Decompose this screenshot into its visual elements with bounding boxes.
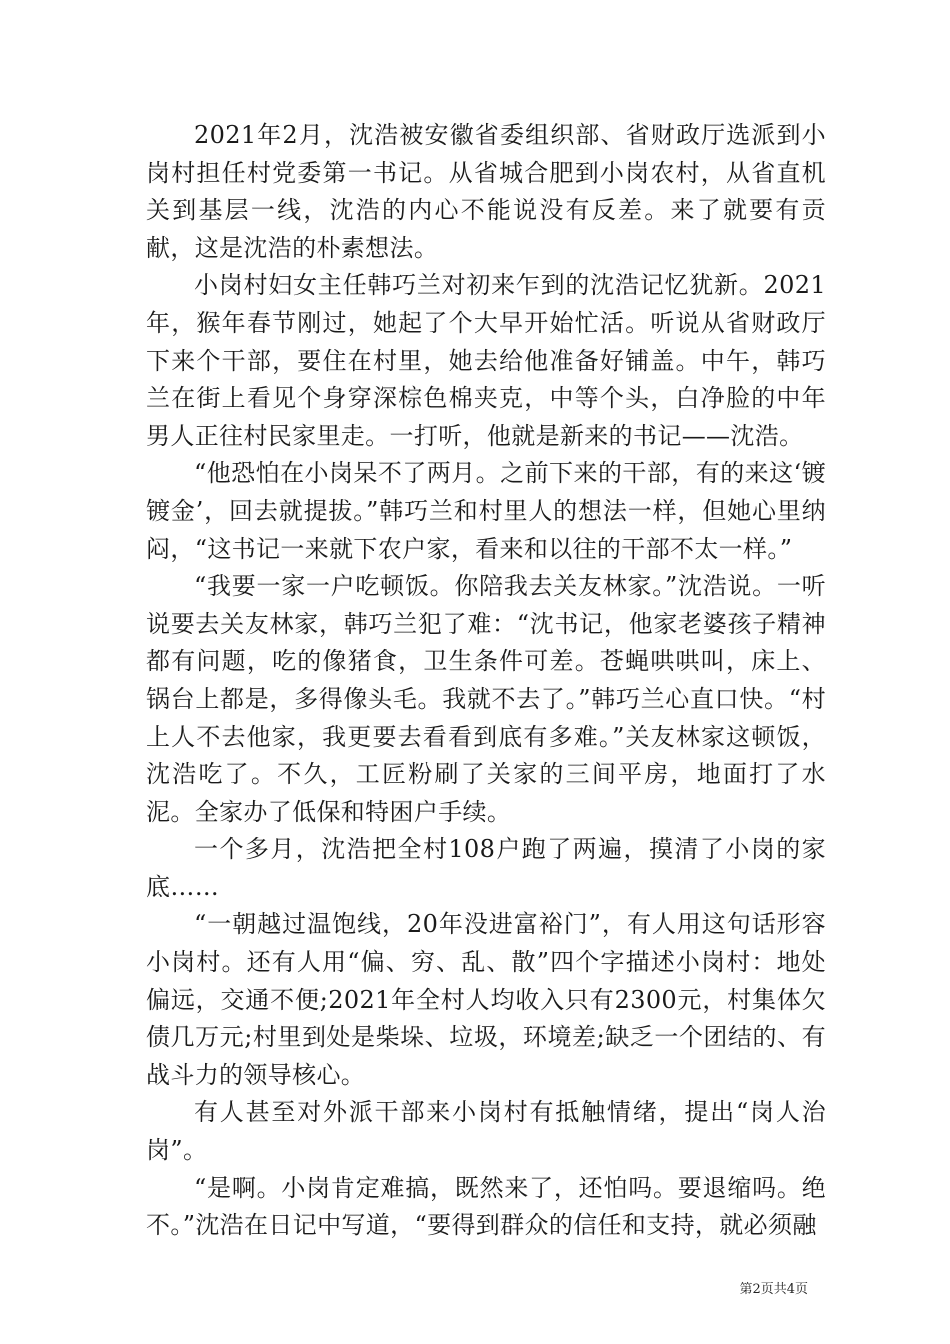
page-number-footer: 第2页共4页 xyxy=(739,1282,808,1297)
paragraph-4: “我要一家一户吃顿饭。你陪我去关友林家。”沈浩说。一听说要去关友林家，韩巧兰犯了难：“沈书记，他家老婆孩子精神都有问题，吃的像猪食，卫生条件可差。苍蝇哄哄叫，床上、锅台上都是，多得像头毛。我就不去了。”韩巧兰心直口快。“村上人不去他家，我更要去看看到底有多难。”关友林家这顿饭，沈浩吃了。不久，工匠粉刷了关家的三间平房，地面打了水泥。全家办了低保和特困户手续。 xyxy=(146,572,826,826)
paragraph-1: 2021年2月，沈浩被安徽省委组织部、省财政厅选派到小岗村担任村党委第一书记。从省城合肥到小岗农村，从省直机关到基层一线，沈浩的内心不能说没有反差。来了就要有贡献，这是沈浩的朴素想法。 xyxy=(146,121,826,262)
article-body xyxy=(146,117,826,1245)
paragraph-5: 一个多月，沈浩把全村108户跑了两遍，摸清了小岗的家底…… xyxy=(146,835,826,901)
paragraph-6: “一朝越过温饱线，20年没进富裕门”，有人用这句话形容小岗村。还有人用“偏、穷、乱、散”四个字描述小岗村：地处偏远，交通不便;2021年全村人均收入只有2300元，村集体欠债几万元;村里到处是柴垛、垃圾，环境差;缺乏一个团结的、有战斗力的领导核心。 xyxy=(146,910,826,1089)
paragraph-7: 有人甚至对外派干部来小岗村有抵触情绪，提出“岗人治岗”。 xyxy=(146,1098,826,1165)
paragraph-2: 小岗村妇女主任韩巧兰对初来乍到的沈浩记忆犹新。2021年，猴年春节刚过，她起了个大早开始忙活。听说从省财政厅下来个干部，要住在村里，她去给他准备好铺盖。中午，韩巧兰在街上看见个身穿深棕色棉夹克，中等个头，白净脸的中年男人正往村民家里走。一打听，他就是新来的书记——沈浩。 xyxy=(146,271,826,450)
paragraph-3: “他恐怕在小岗呆不了两月。之前下来的干部，有的来这‘镀镀金’，回去就提拔。”韩巧兰和村里人的想法一样，但她心里纳闷，“这书记一来就下农户家，看来和以往的干部不太一样。” xyxy=(146,459,826,563)
paragraph-8: “是啊。小岗肯定难搞，既然来了，还怕吗。要退缩吗。绝不。”沈浩在日记中写道，“要得到群众的信任和支持，就必须融 xyxy=(146,1173,826,1240)
